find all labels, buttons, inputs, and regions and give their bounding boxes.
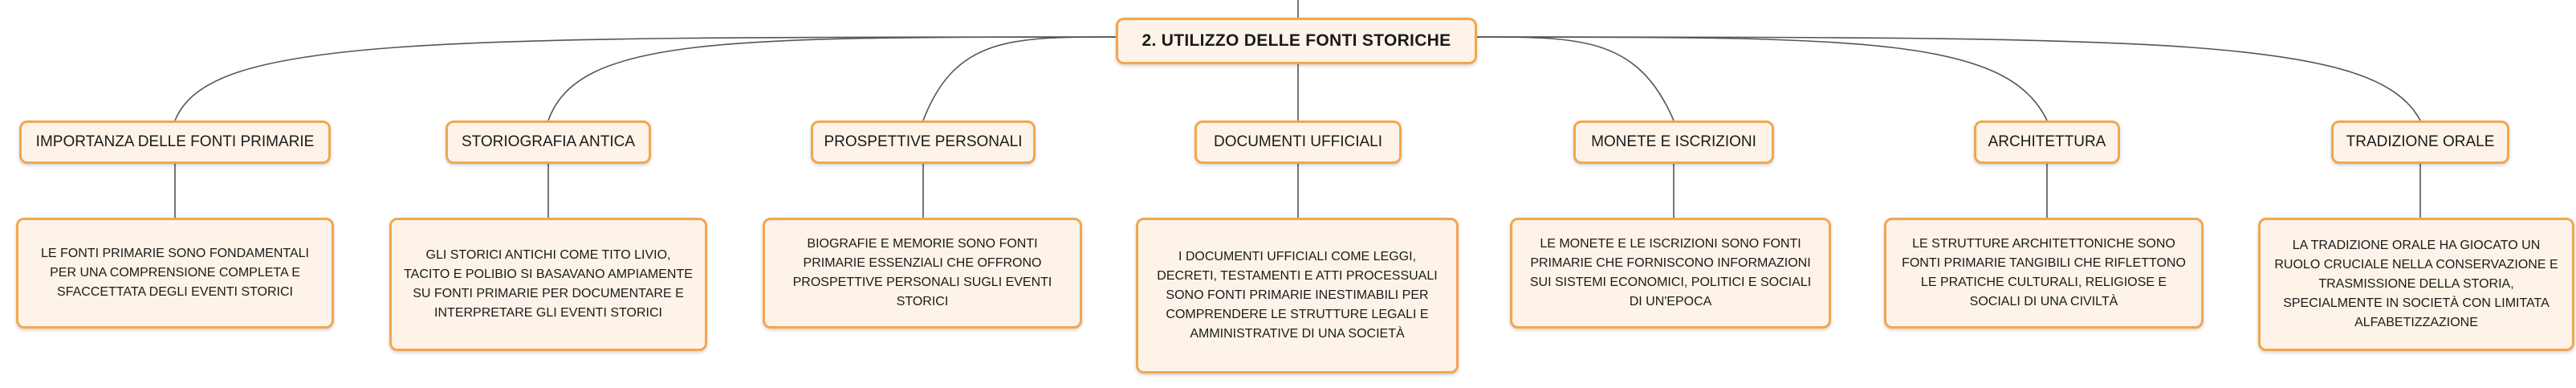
root-topic-node[interactable]: [1116, 18, 1477, 64]
connector-root-branch-6: [1477, 37, 2047, 120]
detail-text: LE FONTI PRIMARIE SONO FONDAMENTALI PER UNA COMPRENSIONE COMPLETA E SFACCETTATA DEGLI EVENTI STORICI: [41, 247, 309, 299]
branch-label: STORIOGRAFIA ANTICA: [461, 133, 636, 150]
connector-root-branch-2: [548, 37, 1116, 120]
branch-label: DOCUMENTI UFFICIALI: [1213, 133, 1383, 150]
root-topic-label: 2. UTILIZZO DELLE FONTI STORICHE: [1141, 31, 1451, 50]
detail-text: LE STRUTTURE ARCHITETTONICHE SONO FONTI PRIMARIE TANGIBILI CHE RIFLETTONO LE PRATICHE CULTURALI, RELIGIOSE E SOCIALI DI UNA CIVILTÀ: [1902, 237, 2186, 308]
branch-node-monete[interactable]: [1573, 120, 1774, 164]
detail-text: LE MONETE E LE ISCRIZIONI SONO FONTI PRIMARIE CHE FORNISCONO INFORMAZIONI SUI SISTEMI ECONOMICI, POLITICI E SOCIALI DI UN'EPOCA: [1529, 237, 1812, 308]
branch-label: TRADIZIONE ORALE: [2346, 133, 2495, 150]
detail-node-storiografia[interactable]: [389, 218, 707, 351]
connector-root-branch-7: [1477, 37, 2420, 120]
branch-node-tradizione[interactable]: [2331, 120, 2509, 164]
detail-node-documenti[interactable]: [1136, 218, 1459, 374]
detail-text: I DOCUMENTI UFFICIALI COME LEGGI, DECRETI, TESTAMENTI E ATTI PROCESSUALI SONO FONTI PRIMARIE INESTIMABILI PER COMPRENDERE LE STRUTTURE LEGALI E AMMINISTRATIVE DI UNA SOCIETÀ: [1157, 250, 1438, 341]
branch-node-storiografia[interactable]: [446, 120, 651, 164]
branch-node-prospettive[interactable]: [811, 120, 1036, 164]
connector-root-branch-1: [175, 37, 1116, 120]
connector-root-branch-3: [923, 37, 1116, 120]
detail-node-tradizione[interactable]: [2258, 218, 2574, 351]
branch-node-documenti[interactable]: [1194, 120, 1402, 164]
branch-label: MONETE E ISCRIZIONI: [1591, 133, 1756, 150]
detail-node-importanza[interactable]: [16, 218, 334, 329]
branch-node-architettura[interactable]: [1974, 120, 2120, 164]
detail-text: GLI STORICI ANTICHI COME TITO LIVIO, TACITO E POLIBIO SI BASAVANO AMPIAMENTE SU FONTI PRIMARIE PER DOCUMENTARE E INTERPRETARE GLI EVENTI STORICI: [404, 248, 693, 320]
detail-text: BIOGRAFIE E MEMORIE SONO FONTI PRIMARIE ESSENZIALI CHE OFFRONO PROSPETTIVE PERSONALI SUGLI EVENTI STORICI: [792, 237, 1052, 308]
detail-node-architettura[interactable]: [1884, 218, 2204, 329]
branch-label: IMPORTANZA DELLE FONTI PRIMARIE: [35, 133, 315, 150]
connector-root-branch-5: [1477, 37, 1674, 120]
branch-label: PROSPETTIVE PERSONALI: [824, 133, 1023, 150]
detail-text: LA TRADIZIONE ORALE HA GIOCATO UN RUOLO CRUCIALE NELLA CONSERVAZIONE E TRASMISSIONE DELLA STORIA, SPECIALMENTE IN SOCIETÀ CON LIMITATA ALFABETIZZAZIONE: [2274, 239, 2558, 329]
detail-node-monete[interactable]: [1510, 218, 1831, 329]
detail-node-prospettive[interactable]: [763, 218, 1082, 329]
branch-node-importanza[interactable]: [19, 120, 331, 164]
branch-label: ARCHITETTURA: [1988, 133, 2106, 150]
